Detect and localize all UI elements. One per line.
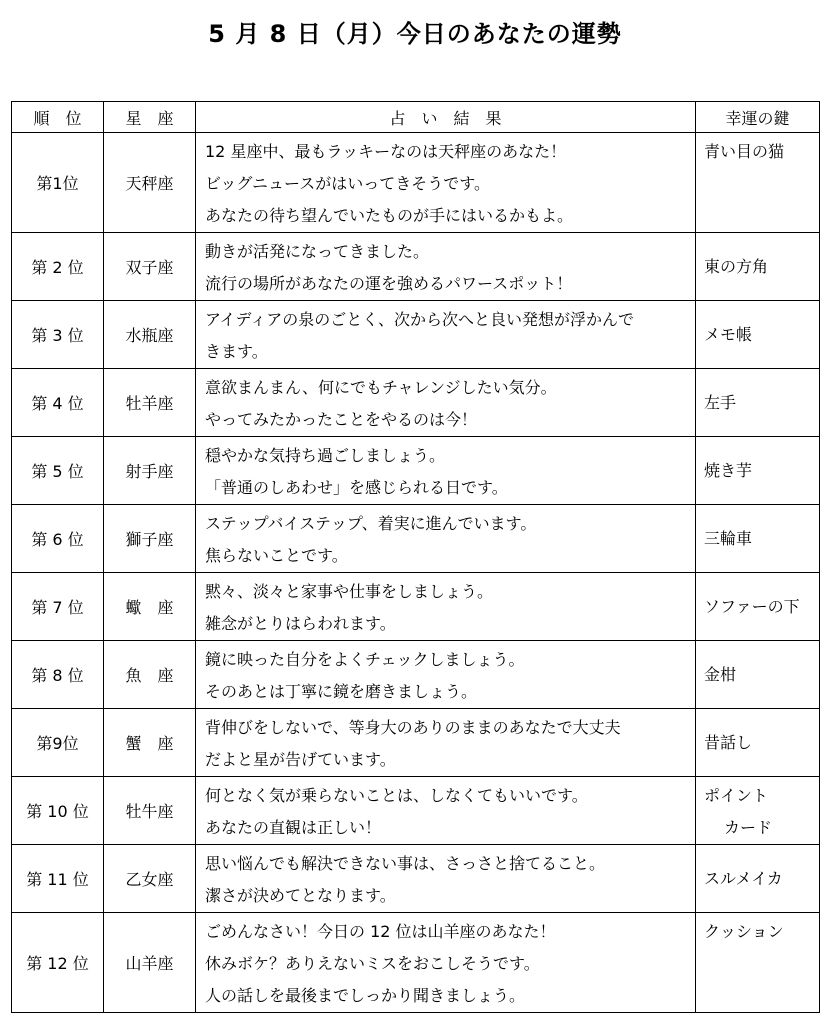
fortune-result-cell — [196, 777, 696, 845]
header-rank: 順 位 — [12, 102, 104, 133]
fortune-line: そのあとは丁寧に鏡を磨きましょう。 — [205, 682, 478, 701]
fortune-line: だよと星が告げています。 — [205, 750, 396, 769]
lucky-key-line: カード — [724, 818, 773, 837]
header-sign: 星 座 — [104, 102, 196, 133]
table-row — [12, 709, 820, 777]
fortune-line: 鏡に映った自分をよくチェックしましょう。 — [205, 650, 525, 669]
rank-cell: 第1位 — [12, 133, 104, 233]
page-title: 5 月 8 日（月）今日のあなたの運勢 — [208, 20, 622, 48]
table-row — [12, 641, 820, 709]
fortune-line: ビッグニュースがはいってきそうです。 — [205, 174, 490, 193]
lucky-key-cell — [696, 505, 820, 573]
zodiac-sign-cell: 乙女座 — [104, 845, 196, 913]
lucky-key-line: 焼き芋 — [704, 460, 753, 480]
fortune-line: 12 星座中、最もラッキーなのは天秤座のあなた！ — [205, 142, 567, 161]
lucky-key-cell — [696, 369, 820, 437]
lucky-key-line: メモ帳 — [704, 324, 753, 344]
fortune-result-cell — [196, 709, 696, 777]
fortune-line: 休みボケ？ありえないミスをおこしそうです。 — [205, 954, 540, 973]
fortune-result-cell — [196, 845, 696, 913]
fortune-line: 思い悩んでも解決できない事は、さっさと捨てること。 — [205, 854, 606, 873]
rank-cell: 第 8 位 — [12, 641, 104, 709]
fortune-table — [11, 101, 820, 1013]
table-row — [12, 913, 820, 1013]
fortune-line: 潔さが決めてとなります。 — [205, 886, 396, 905]
fortune-result-cell — [196, 133, 696, 233]
header-key: 幸運の鍵 — [696, 102, 820, 133]
fortune-line: きます。 — [205, 342, 268, 361]
rank-cell: 第 10 位 — [12, 777, 104, 845]
fortune-line: 何となく気が乗らないことは、しなくてもいいです。 — [205, 786, 588, 805]
lucky-key-cell — [696, 913, 820, 1013]
lucky-key-cell — [696, 133, 820, 233]
lucky-key-cell — [696, 573, 820, 641]
rank-cell: 第9位 — [12, 709, 104, 777]
table-row — [12, 369, 820, 437]
fortune-line: 流行の場所があなたの運を強めるパワースポット！ — [205, 274, 573, 293]
rank-cell: 第 3 位 — [12, 301, 104, 369]
lucky-key-line: 左手 — [704, 392, 737, 412]
table-row — [12, 301, 820, 369]
rank-cell: 第 12 位 — [12, 913, 104, 1013]
rank-cell: 第 6 位 — [12, 505, 104, 573]
fortune-result-cell — [196, 233, 696, 301]
rank-cell: 第 11 位 — [12, 845, 104, 913]
zodiac-sign-cell: 天秤座 — [104, 133, 196, 233]
zodiac-sign-cell: 水瓶座 — [104, 301, 196, 369]
fortune-result-cell — [196, 641, 696, 709]
zodiac-sign-cell: 双子座 — [104, 233, 196, 301]
fortune-line: 焦らないことです。 — [205, 546, 348, 565]
table-row — [12, 233, 820, 301]
table-row — [12, 505, 820, 573]
zodiac-sign-cell: 射手座 — [104, 437, 196, 505]
fortune-line: あなたの直観は正しい！ — [205, 818, 382, 837]
lucky-key-line: 東の方角 — [704, 256, 769, 276]
lucky-key-cell — [696, 709, 820, 777]
lucky-key-cell — [696, 777, 820, 845]
fortune-line: 雑念がとりはらわれます。 — [205, 614, 396, 633]
fortune-line: アイディアの泉のごとく、次から次へと良い発想が浮かんで — [205, 310, 634, 329]
fortune-line: あなたの待ち望んでいたものが手にはいるかもよ。 — [205, 206, 574, 225]
lucky-key-line: 青い目の猫 — [704, 142, 785, 161]
lucky-key-line: 三輪車 — [704, 528, 753, 548]
table-row — [12, 573, 820, 641]
lucky-key-line: ソファーの下 — [704, 596, 800, 616]
zodiac-sign-cell: 蟹 座 — [104, 709, 196, 777]
fortune-line: やってみたかったことをやるのは今！ — [205, 410, 478, 429]
header-row — [12, 102, 820, 133]
lucky-key-cell — [696, 233, 820, 301]
rank-cell: 第 2 位 — [12, 233, 104, 301]
header-result: 占 い 結 果 — [196, 102, 696, 133]
fortune-line: 穏やかな気持ち過ごしましょう。 — [205, 446, 446, 465]
table-row — [12, 437, 820, 505]
lucky-key-line: スルメイカ — [704, 868, 783, 888]
lucky-key-cell — [696, 641, 820, 709]
zodiac-sign-cell: 牡牛座 — [104, 777, 196, 845]
zodiac-sign-cell: 獅子座 — [104, 505, 196, 573]
lucky-key-cell — [696, 845, 820, 913]
table-row — [12, 133, 820, 233]
fortune-result-cell — [196, 369, 696, 437]
lucky-key-line: 昔話し — [704, 732, 753, 752]
fortune-line: 黙々、淡々と家事や仕事をしましょう。 — [205, 582, 494, 601]
lucky-key-line: クッション — [704, 922, 784, 941]
zodiac-sign-cell: 魚 座 — [104, 641, 196, 709]
lucky-key-cell — [696, 301, 820, 369]
fortune-line: ごめんなさい！今日の 12 位は山羊座のあなた！ — [205, 922, 556, 941]
zodiac-sign-cell: 山羊座 — [104, 913, 196, 1013]
rank-cell: 第 5 位 — [12, 437, 104, 505]
fortune-result-cell — [196, 505, 696, 573]
fortune-line: 背伸びをしないで、等身大のありのままのあなたで大丈夫 — [205, 718, 621, 737]
fortune-line: ステップバイステップ、着実に進んでいます。 — [205, 514, 537, 533]
fortune-line: 「普通のしあわせ」を感じられる日です。 — [205, 478, 508, 497]
zodiac-sign-cell: 牡羊座 — [104, 369, 196, 437]
lucky-key-line: ポイント — [704, 786, 769, 805]
fortune-line: 意欲まんまん、何にでもチャレンジしたい気分。 — [205, 378, 557, 397]
zodiac-sign-cell: 蠍 座 — [104, 573, 196, 641]
lucky-key-cell — [696, 437, 820, 505]
fortune-result-cell — [196, 301, 696, 369]
fortune-result-cell — [196, 573, 696, 641]
fortune-line: 人の話しを最後までしっかり聞きましょう。 — [205, 986, 526, 1005]
lucky-key-line: 金柑 — [704, 664, 737, 684]
table-row — [12, 777, 820, 845]
rank-cell: 第 7 位 — [12, 573, 104, 641]
fortune-result-cell — [196, 437, 696, 505]
rank-cell: 第 4 位 — [12, 369, 104, 437]
table-row — [12, 845, 820, 913]
fortune-line: 動きが活発になってきました。 — [205, 242, 430, 261]
fortune-result-cell — [196, 913, 696, 1013]
